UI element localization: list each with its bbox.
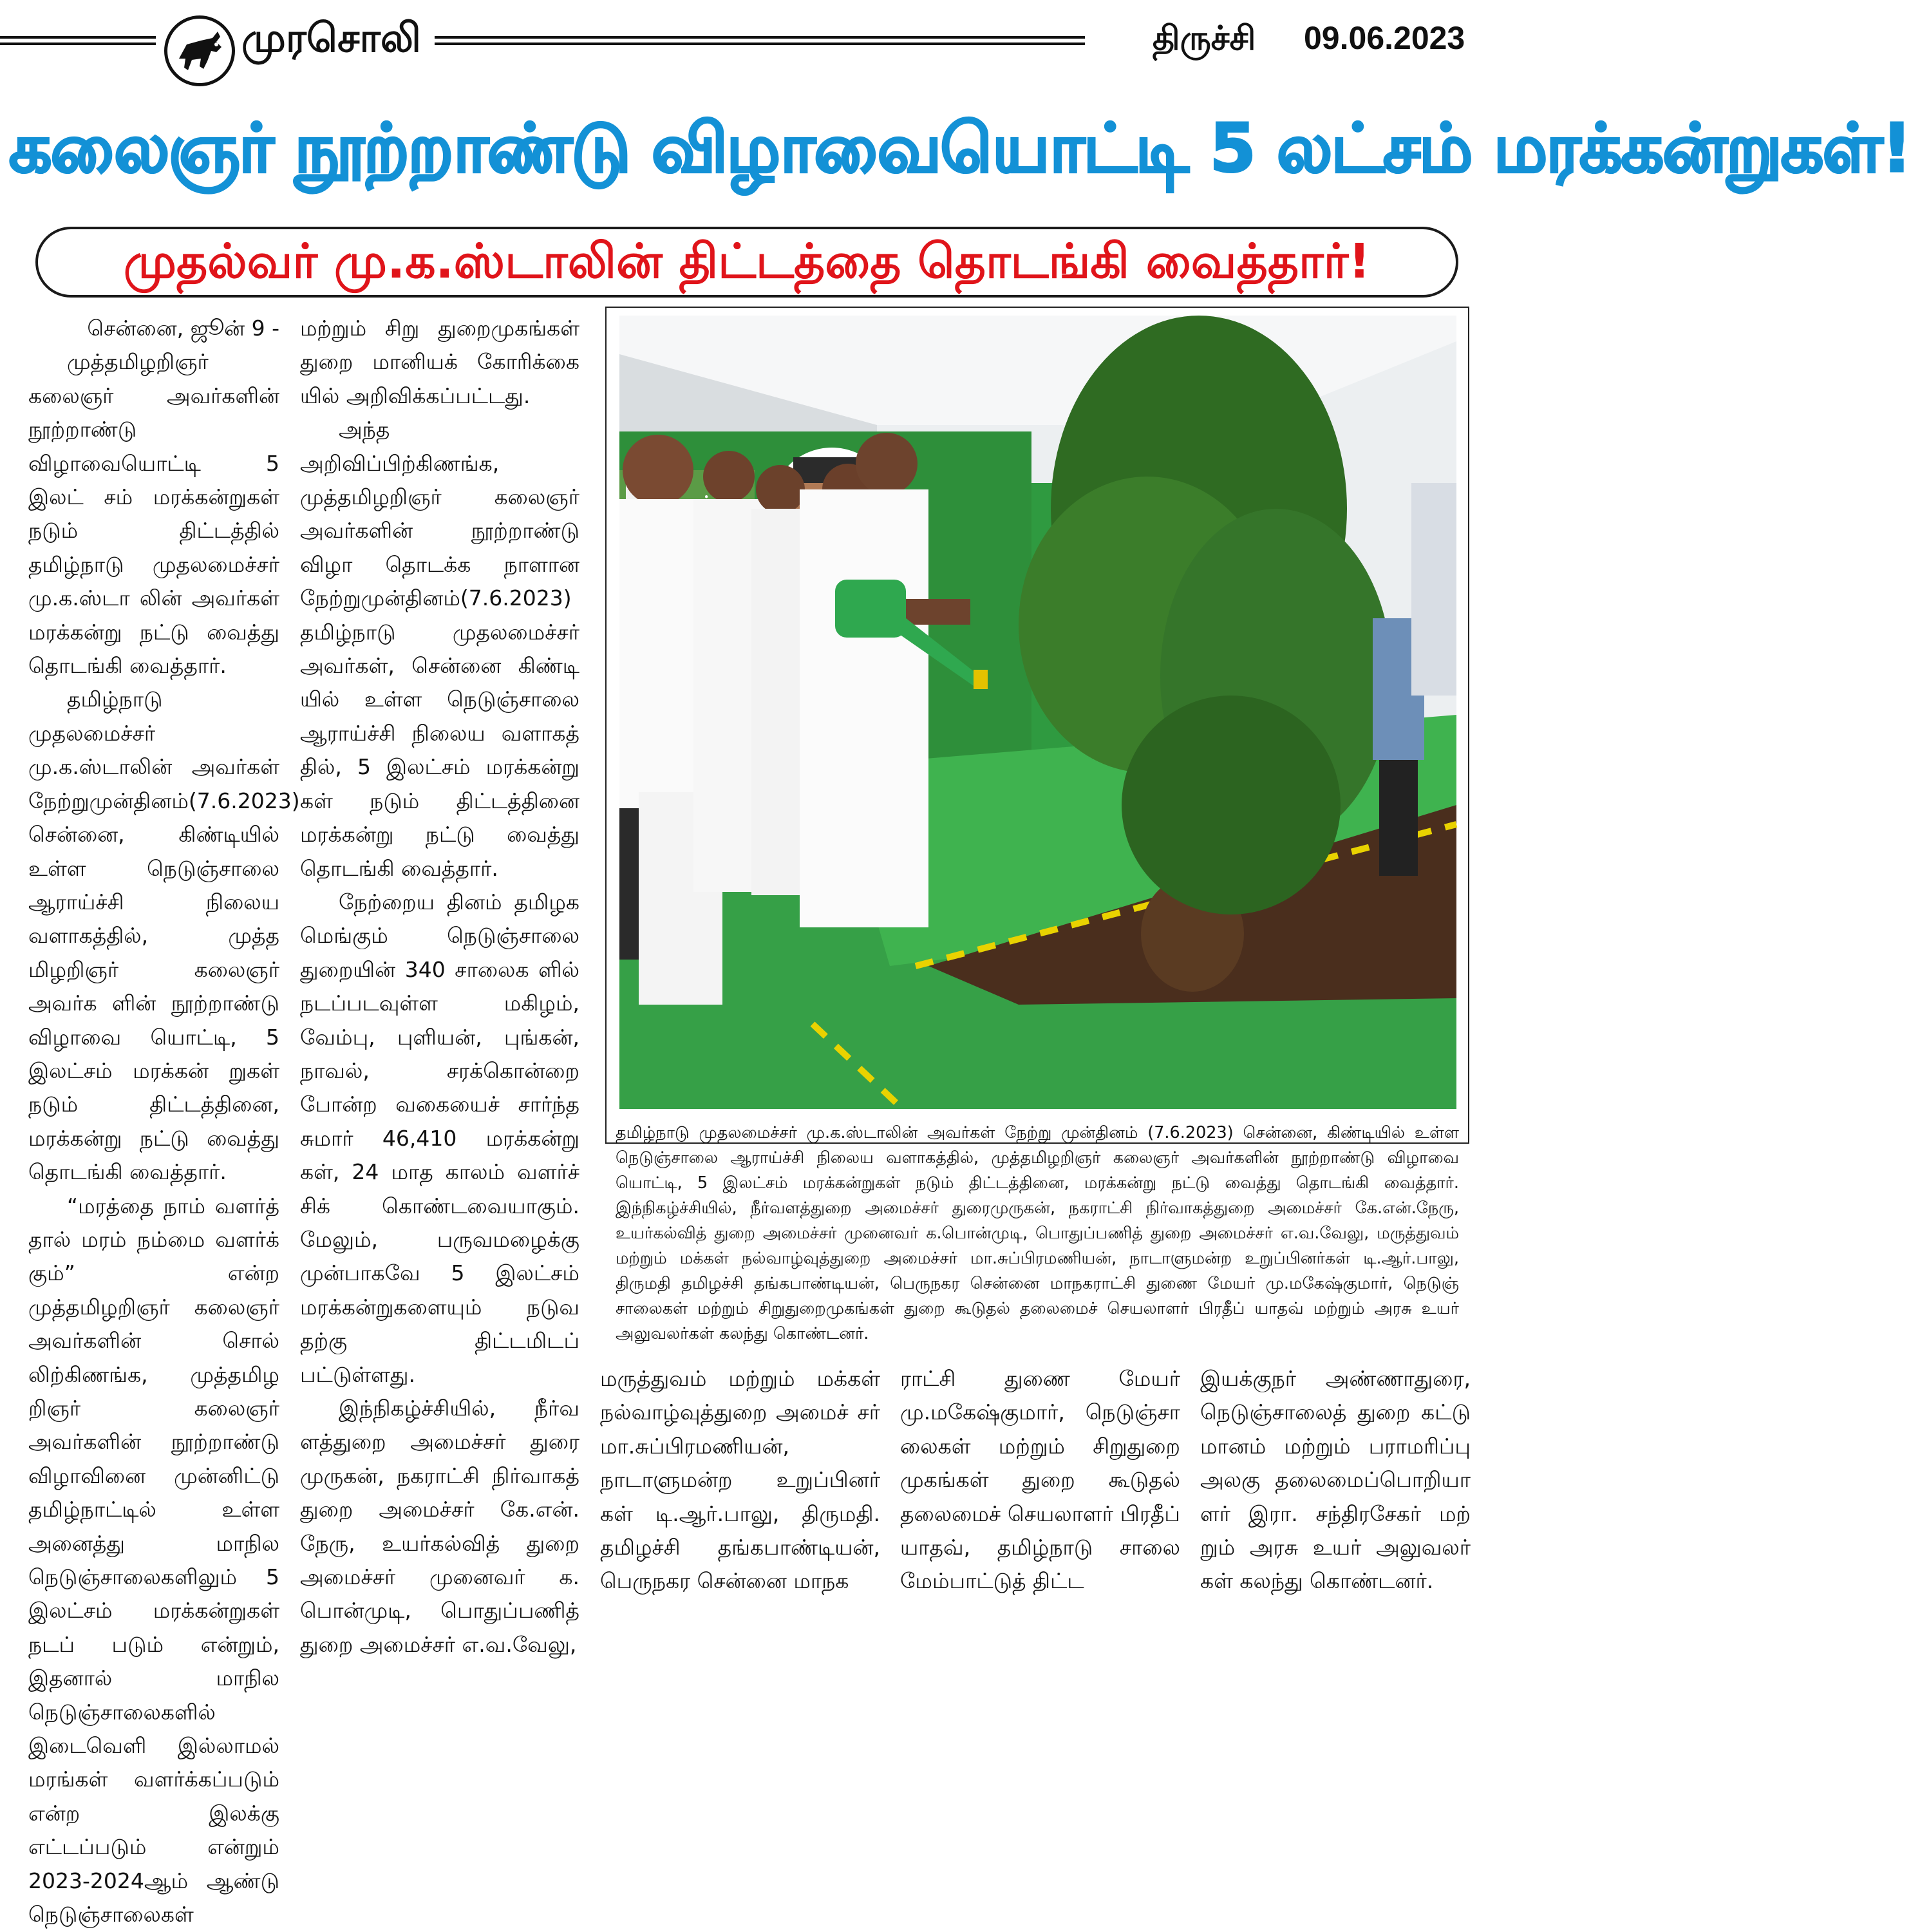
article-column-3: மருத்துவம் மற்றும் மக்கள் நல்வாழ்வுத்துறை அமைச் சர் மா.சுப்பிரமணியன், நாடாளுமன்ற உறுப்பினர் கள் டி.ஆர்.பாலு, திருமதி. தமிழச்சி தங்கபாண்டியன், பெருநகர சென்னை மாநக bbox=[600, 1366, 880, 1594]
article-column-1 bbox=[28, 312, 300, 1932]
article-column-5: இயக்குநர் அண்ணாதுரை, நெடுஞ்சாலைத் துறை கட்டு மானம் மற்றும் பராமரிப்பு அலகு தலைமைப்பொறியா ளர் இரா. சந்திரசேகர் மற் றும் அரசு உயர் அலுவலர் கள் கலந்து கொண்டனர். bbox=[1200, 1366, 1471, 1594]
masthead-rule-left bbox=[0, 36, 156, 45]
brand-name: முரசொலி bbox=[241, 14, 421, 61]
article-paragraph: நேற்றைய தினம் தமிழக மெங்கும் நெடுஞ்சாலை துறையின் 340 சாலைக ளில் நடப்படவுள்ள மகிழம், வேம்பு, புளியன், புங்கன், நாவல், சரக்கொன்றை போன்ற வகையைச் சார்ந்த சுமார் 46,410 மரக்கன்று கள், 24 மாத காலம் வளர்ச் சிக் கொண்டவையாகும். மேலும், பருவமழைக்கு முன்பாகவே 5 இலட்சம் மரக்கன்றுகளையும் நடுவ தற்கு திட்டமிடப் பட்டுள்ளது. bbox=[300, 889, 579, 1387]
article-paragraph: மற்றும் சிறு துறைமுகங்கள் துறை மானியக் கோரிக்கை யில் அறிவிக்கப்பட்டது. bbox=[300, 316, 579, 408]
article-paragraph: முத்தமிழறிஞர் கலைஞர் அவர்களின் நூற்றாண்டு விழாவையொட்டி 5 இலட் சம் மரக்கன்றுகள் நடும் திட்டத்தில் தமிழ்நாடு முதலமைச்சர் மு.க.ஸ்டா லின் அவர்கள் மரக்கன்று நட்டு வைத்து தொடங்கி வைத்தார். bbox=[28, 349, 279, 679]
masthead-rule-right bbox=[435, 36, 1085, 45]
subheadline: முதல்வர் மு.க.ஸ்டாலின் திட்டத்தை தொடங்கி வைத்தார்! bbox=[123, 234, 1371, 289]
event-photo bbox=[619, 316, 1456, 1109]
article-paragraph: அந்த அறிவிப்பிற்கிணங்க, முத்தமிழறிஞர் கலைஞர் அவர்களின் நூற்றாண்டு விழா தொடக்க நாளான நேற்றுமுன்தினம்(7.6.2023) தமிழ்நாடு முதலமைச்சர் அவர்கள், சென்னை கிண்டி யில் உள்ள நெடுஞ்சாலை ஆராய்ச்சி நிலைய வளாகத் தில், 5 இலட்சம் மரக்கன்று கள் நடும் திட்டத்தினை மரக்கன்று நட்டு வைத்து தொடங்கி வைத்தார். bbox=[300, 417, 579, 881]
main-headline: கலைஞர் நூற்றாண்டு விழாவையொட்டி 5 லட்சம் மரக்கன்றுகள்! bbox=[9, 109, 1911, 187]
article-paragraph: இந்நிகழ்ச்சியில், நீர்வ ளத்துறை அமைச்சர் துரை முருகன், நகராட்சி நிர்வாகத் துறை அமைச்சர் கே.என். நேரு, உயர்கல்வித் துறை அமைச்சர் முனைவர் க. பொன்முடி, பொதுப்பணித் துறை அமைச்சர் எ.வ.வேலு, bbox=[300, 1396, 579, 1657]
dateline: சென்னை, ஜூன் 9 - bbox=[87, 316, 279, 341]
edition-date: 09.06.2023 bbox=[1304, 20, 1465, 56]
article-column-2 bbox=[300, 312, 579, 1662]
article-paragraph: தமிழ்நாடு முதலமைச்சர் மு.க.ஸ்டாலின் அவர்கள் நேற்றுமுன்தினம்(7.6.2023) சென்னை, கிண்டியில் உள்ள நெடுஞ்சாலை ஆராய்ச்சி நிலைய வளாகத்தில், முத்த மிழறிஞர் கலைஞர் அவர்க ளின் நூற்றாண்டு விழாவை யொட்டி, 5 இலட்சம் மரக்கன் றுகள் நடும் திட்டத்தினை, மரக்கன்று நட்டு வைத்து தொடங்கி வைத்தார். bbox=[28, 687, 300, 1185]
article-column-4: ராட்சி துணை மேயர் மு.மகேஷ்குமார், நெடுஞ்சா லைகள் மற்றும் சிறுதுறை முகங்கள் துறை கூடுதல் தலைமைச் செயலாளர் பிரதீப் யாதவ், தமிழ்நாடு சாலை மேம்பாட்டுத் திட்ட bbox=[900, 1366, 1180, 1594]
photo-caption: தமிழ்நாடு முதலமைச்சர் மு.க.ஸ்டாலின் அவர்கள் நேற்று முன்தினம் (7.6.2023) சென்னை, கிண்டியில் உள்ள நெடுஞ்சாலை ஆராய்ச்சி நிலைய வளாகத்தில், முத்தமிழறிஞர் கலைஞர் அவர்களின் நூற்றாண்டு விழாவை யொட்டி, 5 இலட்சம் மரக்கன்றுகள் நடும் திட்டத்தினை, மரக்கன்று நட்டு வைத்து தொடங்கி வைத்தார். இந்நிகழ்ச்சியில், நீர்வளத்துறை அமைச்சர் துரைமுருகன், நகராட்சி நிர்வாகத்துறை அமைச்சர் கே.என்.நேரு, உயர்கல்வித் துறை அமைச்சர் முனைவர் க.பொன்முடி, பொதுப்பணித் துறை அமைச்சர் எ.வ.வேலு, மருத்துவம் மற்றும் மக்கள் நல்வாழ்வுத்துறை அமைச்சர் மா.சுப்பிரமணியன், நாடாளுமன்ற உறுப்பினர்கள் டி.ஆர்.பாலு, திருமதி தமிழச்சி தங்கபாண்டியன், பெருநகர சென்னை மாநகராட்சி துணை மேயர் மு.மகேஷ்குமார், நெடுஞ் சாலைகள் மற்றும் சிறுதுறைமுகங்கள் துறை கூடுதல் தலைமைச் செயலாளர் பிரதீப் யாதவ் மற்றும் அரசு உயர் அலுவலர்கள் கலந்து கொண்டனர். bbox=[616, 1123, 1459, 1343]
article-paragraph: “மரத்தை நாம் வளர்த் தால் மரம் நம்மை வளர்க் கும்” என்ற முத்தமிழறிஞர் கலைஞர் அவர்களின் சொல் லிற்கிணங்க, முத்தமிழ றிஞர் கலைஞர் அவர்களின் நூற்றாண்டு விழாவினை முன்னிட்டு தமிழ்நாட்டில் உள்ள அனைத்து மாநில நெடுஞ்சாலைகளிலும் 5 இலட்சம் மரக்கன்றுகள் நடப் படும் என்றும், இதனால் மாநில நெடுஞ்சாலைகளில் இடைவெளி இல்லாமல் மரங்கள் வளர்க்கப்படும் என்ற இலக்கு எட்டப்படும் என்றும் 2023-2024ஆம் ஆண்டு நெடுஞ்சாலைகள் bbox=[28, 1193, 279, 1927]
edition-city: திருச்சி bbox=[1153, 19, 1256, 58]
bull-emblem-icon bbox=[164, 15, 235, 86]
